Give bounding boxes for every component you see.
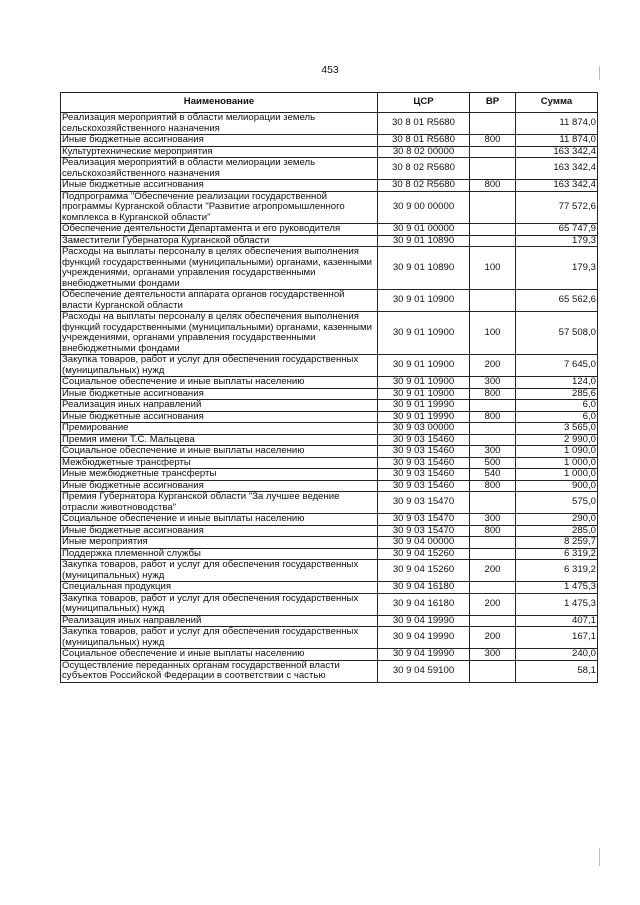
cell-sum: 179,3 — [516, 247, 598, 290]
cell-sum: 65 562,6 — [516, 290, 598, 312]
cell-name: Реализация иных направлений — [61, 615, 378, 627]
cell-vr: 300 — [470, 514, 516, 526]
scan-edge-mark — [599, 848, 600, 866]
cell-csr: 30 9 04 16180 — [378, 593, 470, 615]
cell-name: Расходы на выплаты персоналу в целях обеспечения выполнения функций государственными (муниципальными) органами, казенными учреждениями, органами управления государственными внебюджетными фондами — [61, 247, 378, 290]
cell-name: Иные мероприятия — [61, 537, 378, 549]
table-row — [61, 180, 598, 192]
cell-csr: 30 9 03 15470 — [378, 492, 470, 514]
cell-name: Заместители Губернатора Курганской области — [61, 235, 378, 247]
table-row — [61, 537, 598, 549]
cell-csr: 30 9 04 59100 — [378, 660, 470, 682]
table-row — [61, 290, 598, 312]
table-header-row — [61, 93, 598, 113]
cell-vr — [470, 400, 516, 412]
cell-vr — [470, 582, 516, 594]
cell-csr: 30 9 04 16180 — [378, 582, 470, 594]
table-row — [61, 492, 598, 514]
cell-csr: 30 8 02 00000 — [378, 146, 470, 158]
cell-vr: 200 — [470, 355, 516, 377]
cell-sum: 8 259,7 — [516, 537, 598, 549]
cell-csr: 30 9 01 10900 — [378, 377, 470, 389]
cell-csr: 30 9 03 15460 — [378, 446, 470, 458]
budget-table — [60, 92, 598, 683]
cell-csr: 30 9 04 15260 — [378, 560, 470, 582]
cell-vr — [470, 434, 516, 446]
cell-sum: 1 090,0 — [516, 446, 598, 458]
table-row — [61, 457, 598, 469]
cell-csr: 30 9 04 00000 — [378, 537, 470, 549]
cell-csr: 30 9 00 00000 — [378, 191, 470, 224]
cell-csr: 30 9 03 15460 — [378, 469, 470, 481]
table-row — [61, 649, 598, 661]
cell-name: Обеспечение деятельности аппарата органов государственной власти Курганской области — [61, 290, 378, 312]
cell-name: Закупка товаров, работ и услуг для обеспечения государственных (муниципальных) нужд — [61, 593, 378, 615]
cell-sum: 11 874,0 — [516, 135, 598, 147]
table-row — [61, 525, 598, 537]
cell-name: Социальное обеспечение и иные выплаты населению — [61, 514, 378, 526]
cell-csr: 30 9 01 10900 — [378, 312, 470, 355]
cell-csr: 30 9 03 15470 — [378, 525, 470, 537]
cell-vr — [470, 146, 516, 158]
cell-name: Осуществление переданных органам государственной власти субъектов Российской Федерации в соответствии с частью — [61, 660, 378, 682]
cell-csr: 30 8 02 R5680 — [378, 158, 470, 180]
cell-sum: 900,0 — [516, 480, 598, 492]
cell-sum: 3 565,0 — [516, 423, 598, 435]
cell-vr — [470, 548, 516, 560]
cell-vr — [470, 423, 516, 435]
cell-vr: 200 — [470, 627, 516, 649]
cell-sum: 179,3 — [516, 235, 598, 247]
cell-sum: 6,0 — [516, 411, 598, 423]
cell-vr: 800 — [470, 135, 516, 147]
table-row — [61, 400, 598, 412]
cell-name: Поддержка племенной службы — [61, 548, 378, 560]
cell-sum: 575,0 — [516, 492, 598, 514]
cell-name: Иные бюджетные ассигнования — [61, 480, 378, 492]
table-row — [61, 615, 598, 627]
table-row — [61, 434, 598, 446]
cell-vr: 800 — [470, 480, 516, 492]
cell-vr: 200 — [470, 593, 516, 615]
cell-sum: 77 572,6 — [516, 191, 598, 224]
cell-vr: 100 — [470, 247, 516, 290]
cell-name: Специальная продукция — [61, 582, 378, 594]
cell-name: Реализация мероприятий в области мелиорации земель сельскохозяйственного назначения — [61, 158, 378, 180]
cell-csr: 30 9 03 15460 — [378, 457, 470, 469]
cell-name: Премия имени Т.С. Мальцева — [61, 434, 378, 446]
cell-name: Обеспечение деятельности Департамента и его руководителя — [61, 224, 378, 236]
cell-name: Иные бюджетные ассигнования — [61, 525, 378, 537]
cell-csr: 30 9 03 15460 — [378, 480, 470, 492]
cell-vr: 540 — [470, 469, 516, 481]
cell-vr: 800 — [470, 180, 516, 192]
cell-csr: 30 9 01 10900 — [378, 290, 470, 312]
table-row — [61, 377, 598, 389]
cell-sum: 1 475,3 — [516, 593, 598, 615]
cell-vr: 500 — [470, 457, 516, 469]
cell-sum: 124,0 — [516, 377, 598, 389]
cell-vr — [470, 113, 516, 135]
cell-vr: 300 — [470, 446, 516, 458]
cell-vr — [470, 615, 516, 627]
cell-name: Подпрограмма "Обеспечение реализации государственной программы Курганской области "Развитие агропромышленного комплекса в Курганской области" — [61, 191, 378, 224]
cell-sum: 2 990,0 — [516, 434, 598, 446]
cell-name: Реализация мероприятий в области мелиорации земель сельскохозяйственного назначения — [61, 113, 378, 135]
cell-name: Расходы на выплаты персоналу в целях обеспечения выполнения функций государственными (муниципальными) органами, казенными учреждениями, органами управления государственными внебюджетными фондами — [61, 312, 378, 355]
cell-csr: 30 9 01 10890 — [378, 235, 470, 247]
table-row — [61, 560, 598, 582]
table-row — [61, 411, 598, 423]
cell-sum: 65 747,9 — [516, 224, 598, 236]
header-name: Наименование — [61, 93, 378, 113]
cell-sum: 285,6 — [516, 388, 598, 400]
cell-sum: 240,0 — [516, 649, 598, 661]
table-row — [61, 312, 598, 355]
cell-sum: 163 342,4 — [516, 180, 598, 192]
table-body — [61, 113, 598, 683]
cell-vr: 200 — [470, 560, 516, 582]
cell-sum: 6,0 — [516, 400, 598, 412]
cell-vr — [470, 492, 516, 514]
cell-sum: 1 475,3 — [516, 582, 598, 594]
header-csr: ЦСР — [378, 93, 470, 113]
table-row — [61, 582, 598, 594]
cell-sum: 7 645,0 — [516, 355, 598, 377]
cell-name: Иные бюджетные ассигнования — [61, 411, 378, 423]
cell-csr: 30 9 03 00000 — [378, 423, 470, 435]
cell-sum: 167,1 — [516, 627, 598, 649]
cell-name: Межбюджетные трансферты — [61, 457, 378, 469]
cell-csr: 30 9 04 15260 — [378, 548, 470, 560]
table-row — [61, 247, 598, 290]
cell-vr — [470, 224, 516, 236]
cell-name: Социальное обеспечение и иные выплаты населению — [61, 446, 378, 458]
cell-sum: 1 000,0 — [516, 469, 598, 481]
cell-csr: 30 9 04 19990 — [378, 615, 470, 627]
header-sum: Сумма — [516, 93, 598, 113]
table-row — [61, 113, 598, 135]
cell-vr — [470, 660, 516, 682]
table-row — [61, 388, 598, 400]
cell-sum: 290,0 — [516, 514, 598, 526]
cell-csr: 30 9 01 19990 — [378, 400, 470, 412]
cell-csr: 30 9 03 15470 — [378, 514, 470, 526]
cell-name: Премия Губернатора Курганской области "За лучшее ведение отрасли животноводства" — [61, 492, 378, 514]
cell-vr — [470, 191, 516, 224]
table-row — [61, 480, 598, 492]
cell-name: Реализация иных направлений — [61, 400, 378, 412]
cell-sum: 285,0 — [516, 525, 598, 537]
table-row — [61, 224, 598, 236]
cell-csr: 30 9 01 00000 — [378, 224, 470, 236]
cell-sum: 163 342,4 — [516, 146, 598, 158]
cell-name: Социальное обеспечение и иные выплаты населению — [61, 649, 378, 661]
table-row — [61, 191, 598, 224]
cell-vr — [470, 290, 516, 312]
cell-sum: 58,1 — [516, 660, 598, 682]
cell-vr — [470, 537, 516, 549]
cell-sum: 163 342,4 — [516, 158, 598, 180]
table-row — [61, 627, 598, 649]
cell-sum: 407,1 — [516, 615, 598, 627]
cell-name: Культуртехнические мероприятия — [61, 146, 378, 158]
cell-vr: 100 — [470, 312, 516, 355]
cell-vr — [470, 235, 516, 247]
table-row — [61, 423, 598, 435]
table-row — [61, 548, 598, 560]
cell-name: Закупка товаров, работ и услуг для обеспечения государственных (муниципальных) нужд — [61, 627, 378, 649]
table-row — [61, 593, 598, 615]
cell-vr — [470, 158, 516, 180]
cell-vr: 300 — [470, 649, 516, 661]
cell-name: Закупка товаров, работ и услуг для обеспечения государственных (муниципальных) нужд — [61, 355, 378, 377]
cell-name: Иные межбюджетные трансферты — [61, 469, 378, 481]
cell-csr: 30 9 01 19990 — [378, 411, 470, 423]
cell-csr: 30 8 01 R5680 — [378, 113, 470, 135]
cell-name: Иные бюджетные ассигнования — [61, 388, 378, 400]
table-row — [61, 146, 598, 158]
table-row — [61, 355, 598, 377]
table-row — [61, 135, 598, 147]
cell-name: Социальное обеспечение и иные выплаты населению — [61, 377, 378, 389]
table-row — [61, 235, 598, 247]
scan-edge-mark — [599, 66, 600, 80]
cell-csr: 30 9 03 15460 — [378, 434, 470, 446]
cell-sum: 6 319,2 — [516, 560, 598, 582]
table-row — [61, 446, 598, 458]
table-row — [61, 660, 598, 682]
table-row — [61, 514, 598, 526]
cell-csr: 30 9 04 19990 — [378, 627, 470, 649]
cell-sum: 57 508,0 — [516, 312, 598, 355]
cell-sum: 11 874,0 — [516, 113, 598, 135]
table-row — [61, 469, 598, 481]
cell-name: Закупка товаров, работ и услуг для обеспечения государственных (муниципальных) нужд — [61, 560, 378, 582]
cell-csr: 30 9 01 10900 — [378, 388, 470, 400]
cell-vr: 300 — [470, 377, 516, 389]
cell-csr: 30 9 01 10890 — [378, 247, 470, 290]
cell-sum: 1 000,0 — [516, 457, 598, 469]
cell-sum: 6 319,2 — [516, 548, 598, 560]
cell-name: Иные бюджетные ассигнования — [61, 180, 378, 192]
cell-vr: 800 — [470, 388, 516, 400]
cell-csr: 30 9 01 10900 — [378, 355, 470, 377]
cell-name: Премирование — [61, 423, 378, 435]
page-number: 453 — [321, 64, 339, 76]
table-row — [61, 158, 598, 180]
cell-csr: 30 8 02 R5680 — [378, 180, 470, 192]
cell-vr: 800 — [470, 411, 516, 423]
header-vr: ВР — [470, 93, 516, 113]
cell-name: Иные бюджетные ассигнования — [61, 135, 378, 147]
cell-csr: 30 9 04 19990 — [378, 649, 470, 661]
cell-vr: 800 — [470, 525, 516, 537]
cell-csr: 30 8 01 R5680 — [378, 135, 470, 147]
